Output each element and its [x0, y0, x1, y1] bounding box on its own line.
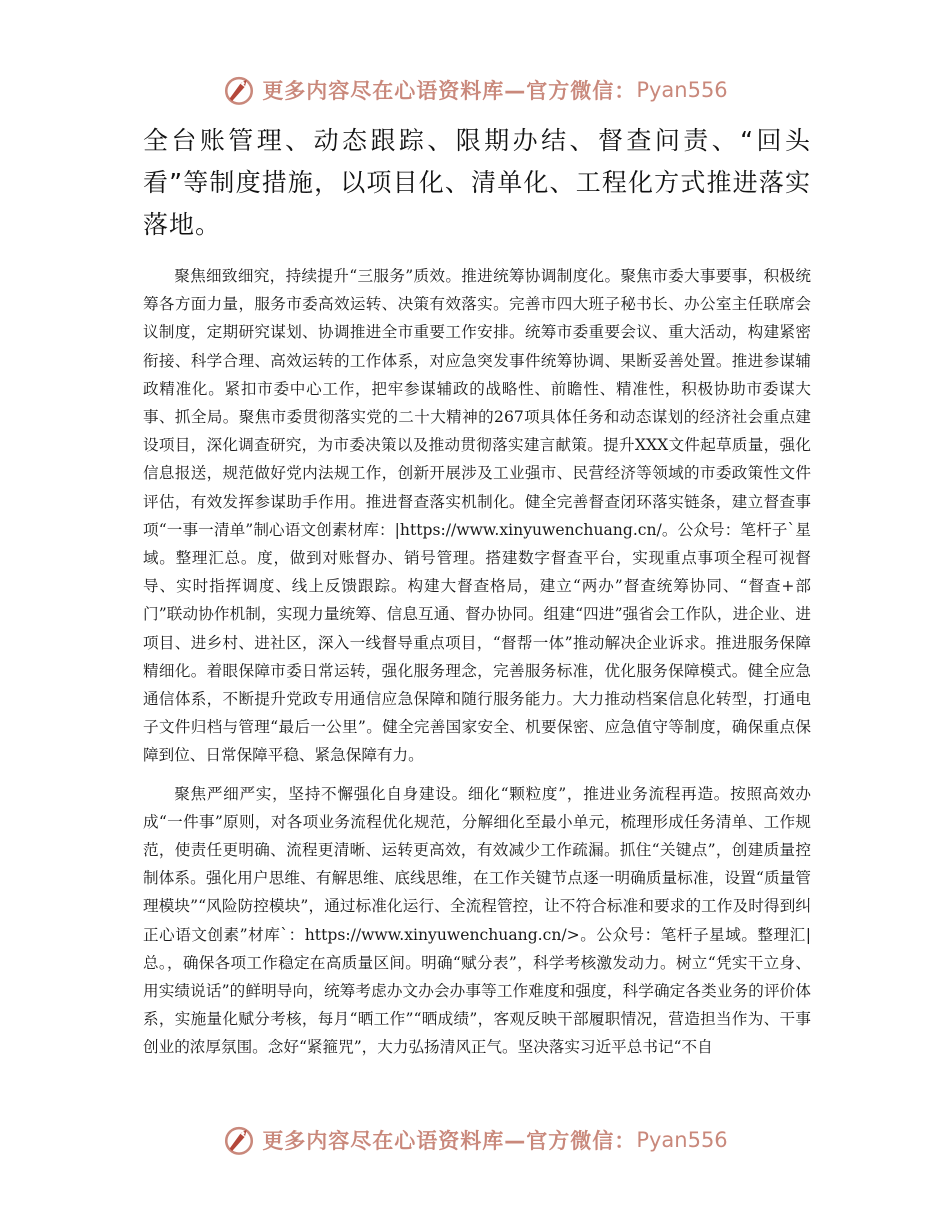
lead-paragraph: 全台账管理、动态跟踪、限期办结、督查问责、“回头看”等制度措施，以项目化、清单化、工程化方式推进落实落地。	[143, 126, 811, 239]
banner-text: 更多内容尽在心语资料库—官方微信：	[262, 1129, 637, 1153]
paragraph-2: 聚焦严细严实，坚持不懈强化自身建设。细化“颗粒度”，推进业务流程再造。按照高效办成“一件事”原则，对各项业务流程优化规范，分解细化至最小单元，梳理形成任务清单、工作规范，使责任更明确、流程更清晰、运转更高效，有效减少工作疏漏。抓住“关键点”，创建质量控制体系。强化用户思维、有解思维、底线思维，在工作关键节点逐一明确质量标准，设置“质量管理模块”“风险防控模块”，通过标准化运行、全流程管控，让不符合标准和要求的工作及时得到纠正心语文创素”材库`：https://www.xinyuwenchuang.cn/>。公众号：笔杆子星域。整理汇|总。，确保各项工作稳定在高质量区间。明确“赋分表”，科学考核激发动力。树立“凭实干立身、用实绩说话”的鲜明导向，统筹考虑办文办会办事等工作难度和强度，科学确定各类业务的评价体系，实施量化赋分考核，每月“晒工作”“晒成绩”，客观反映干部履职情况，营造担当作为、干事创业的浓厚氛围。念好“紧箍咒”，大力弘扬清风正气。坚决落实习近平总书记“不自	[143, 784, 811, 1057]
document-body	[143, 120, 811, 1072]
pen-nib-logo-icon	[222, 1123, 256, 1157]
pen-nib-logo-icon	[222, 73, 256, 107]
footer-banner	[0, 1120, 950, 1160]
banner-wechat-id: Pyan556	[636, 1128, 728, 1152]
paragraph-1: 聚焦细致细究，持续提升“三服务”质效。推进统筹协调制度化。聚焦市委大事要事，积极统筹各方面力量，服务市委高效运转、决策有效落实。完善市四大班子秘书长、办公室主任联席会议制度，定期研究谋划、协调推进全市重要工作安排。统筹市委重要会议、重大活动，构建紧密衔接、科学合理、高效运转的工作体系，对应急突发事件统筹协调、果断妥善处置。推进参谋辅政精准化。紧扣市委中心工作，把牢参谋辅政的战略性、前瞻性、精准性，积极协助市委谋大事、抓全局。聚焦市委贯彻落实党的二十大精神的267项具体任务和动态谋划的经济社会重点建设项目，深化调查研究，为市委决策以及推动贯彻落实建言献策。提升XXX文件起草质量，强化信息报送，规范做好党内法规工作，创新开展涉及工业强市、民营经济等领域的市委政策性文件评估，有效发挥参谋助手作用。推进督查落实机制化。健全完善督查闭环落实链条，建立督查事项“一事一清单”制心语文创素材库：|https://www.xinyuwenchuang.cn/。公众号：笔杆子`星域。整理汇总。度，做到对账督办、销号管理。搭建数字督查平台，实现重点事项全程可视督导、实时指挥调度、线上反馈跟踪。构建大督查格局，建立“两办”督查统筹协同、“督查+部门”联动协作机制，实现力量统筹、信息互通、督办协同。组建“四进”强省会工作队，进企业、进项目、进乡村、进社区，深入一线督导重点项目，“督帮一体”推动解决企业诉求。推进服务保障精细化。着眼保障市委日常运转，强化服务理念，完善服务标准，优化服务保障模式。健全应急通信体系，不断提升党政专用通信应急保障和随行服务能力。大力推动档案信息化转型，打通电子文件归档与管理“最后一公里”。健全完善国家安全、机要保密、应急值守等制度，确保重点保障到位、日常保障平稳、紧急保障有力。	[143, 267, 811, 765]
banner-wechat-id: Pyan556	[636, 78, 728, 102]
header-banner	[0, 70, 950, 110]
banner-text: 更多内容尽在心语资料库—官方微信：	[262, 79, 637, 103]
